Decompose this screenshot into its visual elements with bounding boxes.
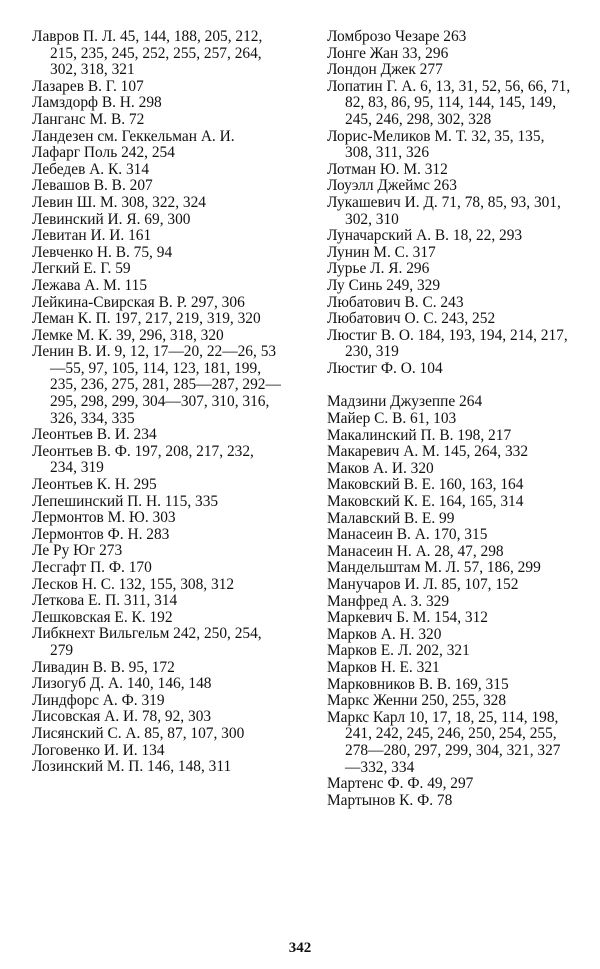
index-entry: Лесков Н. С. 132, 155, 308, 312 (32, 575, 235, 593)
index-entry: Луначарский А. В. 18, 22, 293 (327, 227, 523, 245)
index-entry: Лепешинский П. Н. 115, 335 (32, 492, 219, 510)
index-entry: Люстиг В. О. 184, 193, 194, 214, 217, 230, 319 (327, 326, 568, 361)
index-entry: Маков А. И. 320 (327, 459, 434, 477)
index-entry: Лу Синь 249, 329 (327, 276, 441, 294)
index-column-left (32, 29, 282, 776)
index-entry: Левашов В. В. 207 (32, 177, 153, 195)
index-entry: Ле Ру Юг 273 (32, 542, 123, 560)
index-entry: Легкий Е. Г. 59 (32, 260, 131, 278)
index-entry: Любатович О. С. 243, 252 (327, 310, 496, 328)
index-entry: Логовенко И. И. 134 (32, 741, 165, 759)
index-entry: Лавров П. Л. 45, 144, 188, 205, 212, 215, 235, 245, 252, 255, 257, 264, 302, 318, 321 (32, 28, 263, 79)
index-entry: Левитан И. И. 161 (32, 227, 152, 245)
index-entry: Марков Н. Е. 321 (327, 658, 440, 676)
index-entry: Левченко Н. В. 75, 94 (32, 243, 173, 261)
index-entry: Лежава А. М. 115 (32, 276, 148, 294)
index-entry: Ленин В. И. 9, 12, 17—20, 22—26, 53—55, 97, 105, 114, 123, 181, 199, 235, 236, 275, 281, 285—287, 292—295, 298, 299, 304—307, 310, 316, 326, 334, 335 (32, 343, 281, 427)
index-entry: Любатович В. С. 243 (327, 293, 464, 311)
index-entry: Марков Е. Л. 202, 321 (327, 642, 470, 660)
index-entry: Макаревич А. М. 145, 264, 332 (327, 443, 529, 461)
index-entry: Лонге Жан 33, 296 (327, 44, 449, 62)
index-entry: Ландезен см. Геккельман А. И. (32, 127, 235, 145)
index-entry: Леман К. П. 197, 217, 219, 319, 320 (32, 310, 261, 328)
index-entry: Маковский В. Е. 160, 163, 164 (327, 476, 524, 494)
index-entry: Мартынов К. Ф. 78 (327, 791, 453, 809)
index-entry: Лурье Л. Я. 296 (327, 260, 430, 278)
index-entry: Либкнехт Вильгельм 242, 250, 254, 279 (32, 625, 262, 659)
index-entry: Мартенс Ф. Ф. 49, 297 (327, 775, 474, 793)
index-entry: Люстиг Ф. О. 104 (327, 359, 443, 377)
page-number: 342 (288, 940, 312, 956)
index-entry: Манучаров И. Л. 85, 107, 152 (327, 576, 519, 593)
index-entry: Лейкина-Свирская В. Р. 297, 306 (32, 293, 245, 311)
index-entry: Лозинский М. П. 146, 148, 311 (32, 758, 232, 776)
index-entry: Марковников В. В. 169, 315 (327, 675, 509, 693)
index-entry: Линдфорс А. Ф. 319 (32, 691, 165, 709)
index-entry: Леонтьев В. И. 234 (32, 426, 157, 444)
index-entry: Манасеин В. А. 170, 315 (327, 526, 488, 544)
index-entry: Марков А. Н. 320 (327, 625, 442, 643)
index-entry: Лазарев В. Г. 107 (32, 77, 144, 95)
index-entry: Маковский К. Е. 164, 165, 314 (327, 493, 524, 511)
index-entry: Лисянский С. А. 85, 87, 107, 300 (32, 724, 245, 742)
index-entry: Лешковская Е. К. 192 (32, 608, 173, 626)
index-entry: Мадзини Джузеппе 264 (327, 393, 483, 411)
index-entry: Лопатин Г. А. 6, 13, 31, 52, 56, 66, 71, 82, 83, 86, 95, 114, 144, 145, 149, 245, 246, 298, 302, 328 (327, 77, 571, 128)
index-entry: Лондон Джек 277 (327, 61, 443, 79)
index-entry: Лунин М. С. 317 (327, 243, 436, 261)
index-entry: Ливадин В. В. 95, 172 (32, 658, 175, 676)
index-entry: Лорис-Меликов М. Т. 32, 35, 135, 308, 311, 326 (327, 127, 545, 162)
index-entry: Лебедев А. К. 314 (32, 160, 150, 178)
index-entry: Ламздорф В. Н. 298 (32, 94, 162, 112)
index-entry: Леткова Е. П. 311, 314 (32, 592, 178, 610)
index-entry: Манфред А. З. 329 (327, 592, 450, 610)
letter-section-gap (327, 377, 572, 394)
index-entry: Леонтьев К. Н. 295 (32, 476, 157, 494)
index-entry: Майер С. В. 61, 103 (327, 410, 457, 428)
index-entry: Маркевич Б. М. 154, 312 (327, 609, 489, 627)
index-entry: Лоуэлл Джеймс 263 (327, 177, 457, 195)
index-entry: Малавский В. Е. 99 (327, 509, 455, 527)
index-entry: Мандельштам М. Л. 57, 186, 299 (327, 559, 541, 577)
index-entry: Маркс Женни 250, 255, 328 (327, 692, 507, 710)
index-entry: Лермонтов Ф. Н. 283 (32, 525, 170, 543)
index-column-right (327, 29, 572, 809)
index-entry: Лесгафт П. Ф. 170 (32, 559, 152, 576)
index-entry: Левин Ш. М. 308, 322, 324 (32, 193, 207, 211)
index-entry: Леонтьев В. Ф. 197, 208, 217, 232, 234, 319 (32, 442, 254, 477)
index-entry: Лизогуб Д. А. 140, 146, 148 (32, 675, 212, 693)
index-entry: Лисовская А. И. 78, 92, 303 (32, 708, 212, 726)
index-entry: Лафарг Поль 242, 254 (32, 144, 175, 162)
index-entry: Лемке М. К. 39, 296, 318, 320 (32, 326, 224, 344)
index-entry: Манасеин Н. А. 28, 47, 298 (327, 542, 504, 560)
index-entry: Лермонтов М. Ю. 303 (32, 509, 176, 527)
index-entry: Левинский И. Я. 69, 300 (32, 210, 191, 228)
index-entry: Ланганс М. В. 72 (32, 110, 145, 128)
index-entry: Лотман Ю. М. 312 (327, 160, 448, 178)
index-entry: Лукашевич И. Д. 71, 78, 85, 93, 301, 302, 310 (327, 193, 561, 228)
index-entry: Маркс Карл 10, 17, 18, 25, 114, 198, 241, 242, 245, 246, 250, 254, 255, 278—280, 297, 299, 304, 321, 327—332, 334 (327, 708, 561, 776)
index-entry: Макалинский П. В. 198, 217 (327, 426, 512, 444)
index-entry: Ломброзо Чезаре 263 (327, 28, 467, 45)
